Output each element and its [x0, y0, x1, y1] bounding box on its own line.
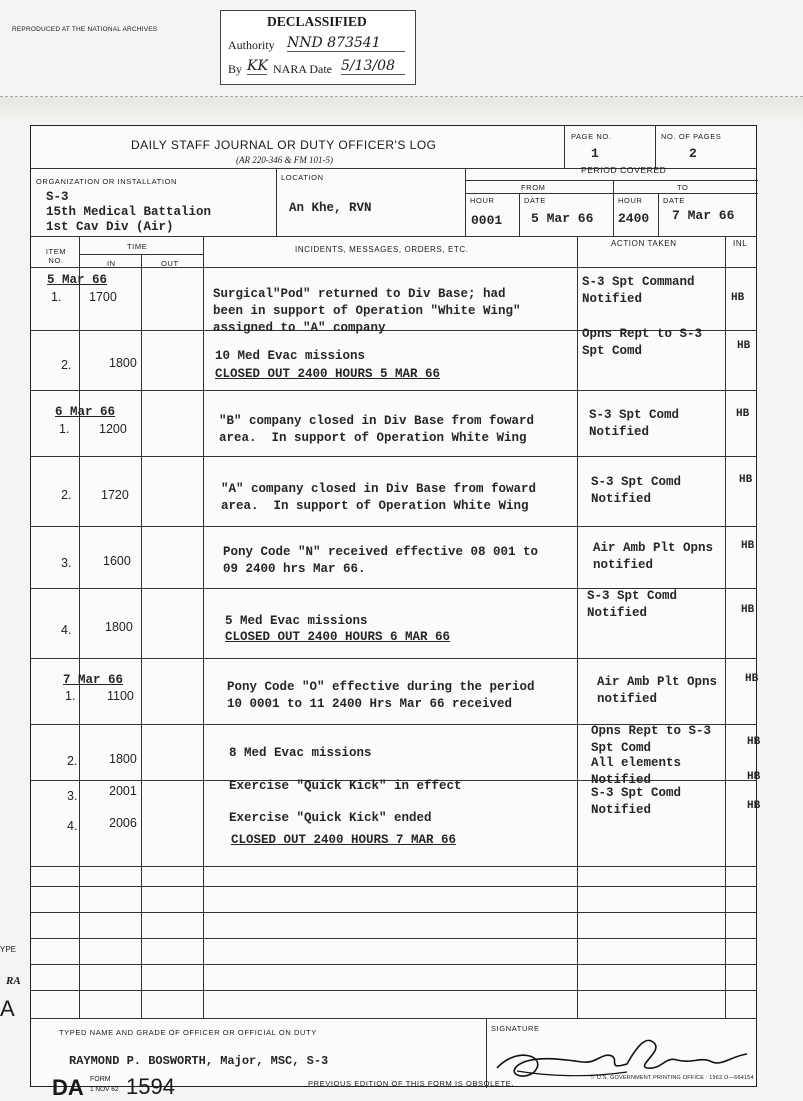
gpo-imprint: ☆ U.S. GOVERNMENT PRINTING OFFICE : 1962 O—664154: [590, 1075, 754, 1081]
initials: HB: [736, 408, 750, 420]
form-da: DA: [52, 1075, 84, 1100]
from-hour-label: HOUR: [470, 196, 495, 205]
item-no: 2.: [61, 358, 72, 372]
stamp-by-value: KK: [247, 58, 268, 74]
previous-edition-note: PREVIOUS EDITION OF THIS FORM IS OBSOLETE.: [308, 1079, 514, 1088]
item-no: 2.: [67, 754, 78, 768]
form-number: 1594: [126, 1074, 175, 1099]
initials: HB: [731, 292, 745, 304]
col-out: OUT: [161, 259, 179, 268]
closed-out: CLOSED OUT 2400 HOURS 6 MAR 66: [225, 630, 451, 644]
item-no: 1.: [59, 422, 70, 436]
to-date-value: 7 Mar 66: [672, 208, 735, 223]
initials: HB: [741, 540, 755, 552]
stamp-by-label: By: [228, 62, 243, 76]
stamp-authority-value: NND 873541: [287, 35, 405, 52]
initials: HB: [747, 771, 761, 783]
col-action: ACTION TAKEN: [611, 239, 677, 248]
incident-text: Pony Code "N" received effective 08 001 to 09 2400 hrs Mar 66.: [223, 545, 539, 576]
location-value: An Khe, RVN: [289, 201, 372, 215]
initials: HB: [747, 800, 761, 812]
form-reference: (AR 220-346 & FM 101-5): [236, 155, 333, 165]
initials: HB: [747, 736, 761, 748]
action-taken: S-3 Spt Comd Notified: [589, 408, 680, 439]
time-in: 1800: [109, 356, 137, 370]
from-hour-value: 0001: [471, 213, 503, 228]
margin-fragment-2: RA: [6, 975, 21, 987]
to-hour-label: HOUR: [618, 196, 643, 205]
incident-text: 5 Med Evac missions: [225, 614, 368, 628]
closed-out: CLOSED OUT 2400 HOURS 7 MAR 66: [231, 833, 457, 847]
date-heading-6-mar: 6 Mar 66: [55, 405, 116, 419]
page-no-value: 1: [591, 146, 599, 161]
item-no: 1.: [51, 290, 62, 304]
time-in: 1100: [107, 689, 134, 703]
form-date: 1 NOV 62: [90, 1086, 119, 1093]
item-no: 4.: [61, 623, 72, 637]
item-no: 4.: [67, 819, 78, 833]
initials: HB: [737, 340, 751, 352]
incident-text: 10 Med Evac missions: [215, 349, 366, 363]
torn-edge: [0, 96, 803, 123]
no-pages-value: 2: [689, 146, 697, 161]
officer-label: TYPED NAME AND GRADE OF OFFICER OR OFFICIAL ON DUTY: [59, 1028, 317, 1037]
item-no: 2.: [61, 488, 72, 502]
initials: HB: [739, 474, 753, 486]
action-taken: Air Amb Plt Opns notified: [597, 675, 718, 706]
stamp-authority-label: Authority: [228, 38, 275, 52]
item-no: 3.: [67, 789, 78, 803]
incident-text: Exercise "Quick Kick" ended: [229, 811, 432, 825]
initials: HB: [745, 673, 759, 685]
form-word: FORM: [90, 1076, 111, 1083]
col-time: TIME: [127, 242, 148, 251]
action-taken: S-3 Spt Command Notified: [582, 275, 695, 306]
action-taken: All elements Notified: [591, 756, 682, 787]
time-in: 1800: [109, 752, 137, 766]
time-in: 2001: [109, 784, 137, 798]
stamp-nara-value: 5/13/08: [341, 58, 405, 75]
declassified-stamp: [220, 10, 416, 85]
incident-text: "A" company closed in Div Base from foward area. In support of Operation White Wing: [221, 482, 537, 513]
to-date-label: DATE: [663, 196, 685, 205]
org-line-2: 15th Medical Battalion: [46, 205, 212, 219]
date-heading-7-mar: 7 Mar 66: [63, 673, 124, 687]
to-label: TO: [677, 183, 689, 192]
action-taken: Opns Rept to S-3 Spt Comd: [591, 724, 712, 755]
org-line-3: 1st Cav Div (Air): [46, 220, 174, 234]
margin-fragment-1: YPE: [0, 945, 17, 954]
incident-text: Pony Code "O" effective during the period 10 0001 to 11 2400 Hrs Mar 66 received: [227, 680, 535, 711]
no-pages-label: NO. OF PAGES: [661, 132, 722, 141]
action-taken: Opns Rept to S-3 Spt Comd: [582, 327, 703, 358]
from-date-value: 5 Mar 66: [531, 211, 594, 226]
time-in: 2006: [109, 816, 137, 830]
margin-fragment-3: A: [0, 996, 15, 1021]
time-in: 1200: [99, 422, 127, 436]
item-no: 1.: [65, 689, 76, 703]
from-label: FROM: [521, 183, 546, 192]
col-item: ITEM NO.: [45, 247, 67, 265]
stamp-title: DECLASSIFIED: [267, 14, 367, 29]
archive-note: REPRODUCED AT THE NATIONAL ARCHIVES: [12, 26, 158, 33]
time-in: 1720: [101, 488, 129, 502]
incident-text: "B" company closed in Div Base from foward area. In support of Operation White Wing: [219, 414, 535, 445]
officer-name: RAYMOND P. BOSWORTH, Major, MSC, S-3: [69, 1054, 329, 1068]
from-date-label: DATE: [524, 196, 546, 205]
time-in: 1600: [103, 554, 131, 568]
action-taken: S-3 Spt Comd Notified: [591, 786, 682, 817]
staff-journal-form: [30, 125, 761, 1087]
form-title: DAILY STAFF JOURNAL OR DUTY OFFICER'S LOG: [131, 138, 437, 152]
action-taken: Air Amb Plt Opns notified: [593, 541, 714, 572]
col-in: IN: [107, 259, 116, 268]
to-hour-value: 2400: [618, 211, 650, 226]
org-label: ORGANIZATION OR INSTALLATION: [36, 177, 177, 186]
action-taken: S-3 Spt Comd Notified: [591, 475, 682, 506]
initials: HB: [741, 604, 755, 616]
stamp-nara-label: NARA Date: [273, 62, 332, 76]
item-no: 3.: [61, 556, 72, 570]
time-in: 1800: [105, 620, 133, 634]
incident-text: Exercise "Quick Kick" in effect: [229, 779, 462, 793]
incident-text: Surgical"Pod" returned to Div Base; had been in support of Operation "White Wing" assigned to "A" company: [213, 287, 521, 335]
closed-out: CLOSED OUT 2400 HOURS 5 MAR 66: [215, 367, 441, 381]
col-incidents: INCIDENTS, MESSAGES, ORDERS, ETC.: [295, 245, 469, 254]
col-inl: INL: [733, 239, 748, 248]
org-line-1: S-3: [46, 190, 69, 204]
signature-label: SIGNATURE: [491, 1024, 540, 1033]
location-label: LOCATION: [281, 173, 324, 182]
page-no-label: PAGE NO.: [571, 132, 612, 141]
time-in: 1700: [89, 290, 117, 304]
date-heading-5-mar: 5 Mar 66: [47, 273, 108, 287]
period-label: PERIOD COVERED: [581, 165, 667, 175]
incident-text: 8 Med Evac missions: [229, 746, 372, 760]
action-taken: S-3 Spt Comd Notified: [587, 589, 678, 620]
